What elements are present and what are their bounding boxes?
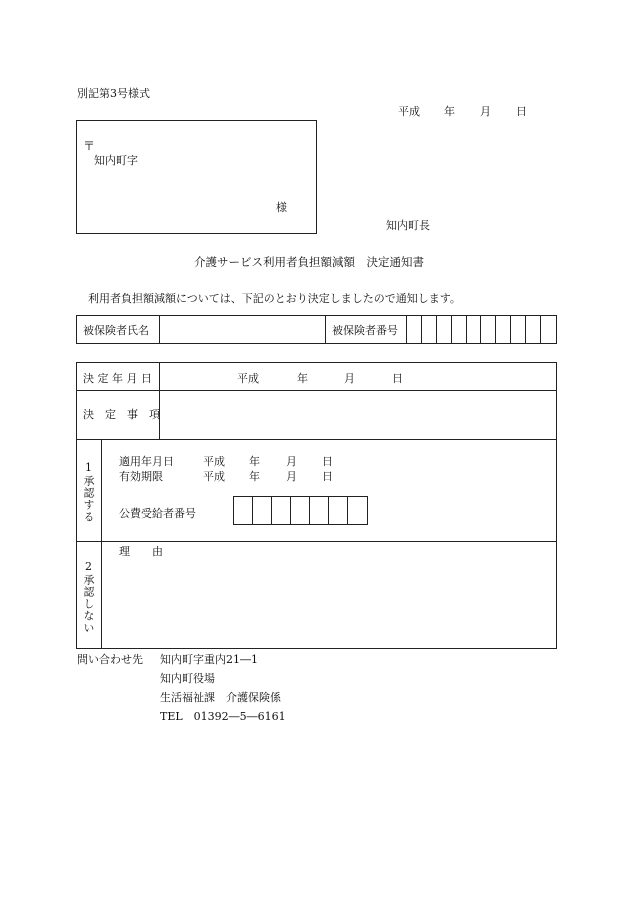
contact-tel: TEL 01392―5―6161 bbox=[160, 710, 286, 723]
decision-table bbox=[76, 362, 557, 649]
insured-number-digit-box[interactable] bbox=[467, 316, 482, 343]
insured-number-digit-box[interactable] bbox=[511, 316, 526, 343]
valid-label: 有効期限 bbox=[119, 470, 163, 483]
date-month: 月 bbox=[480, 105, 491, 118]
date-day: 日 bbox=[516, 105, 527, 118]
insured-table bbox=[76, 315, 557, 344]
insured-number-digit-box[interactable] bbox=[437, 316, 452, 343]
apply-date-label: 適用年月日 bbox=[119, 455, 174, 468]
apply-era: 平成 bbox=[203, 455, 225, 468]
insured-number-digit-box[interactable] bbox=[496, 316, 511, 343]
document-title: 介護サービス利用者負担額減額 決定通知書 bbox=[194, 255, 424, 269]
insured-number-digit-box[interactable] bbox=[541, 316, 556, 343]
form-number: 別記第3号様式 bbox=[77, 87, 150, 100]
apply-day: 日 bbox=[322, 455, 333, 468]
public-number-digit-box[interactable] bbox=[253, 497, 272, 524]
honorific: 様 bbox=[276, 201, 287, 214]
decision-matter-label: 決 定 事 項 bbox=[83, 408, 160, 421]
public-number-digit-box[interactable] bbox=[310, 497, 329, 524]
valid-era: 平成 bbox=[203, 470, 225, 483]
decision-date-era: 平成 bbox=[237, 372, 259, 385]
reason-label: 理 由 bbox=[119, 545, 163, 558]
date-year: 年 bbox=[444, 105, 455, 118]
apply-year: 年 bbox=[249, 455, 260, 468]
contact-address: 知内町字重内21―1 bbox=[160, 653, 258, 666]
valid-month: 月 bbox=[286, 470, 297, 483]
deny-label: 2承認しない bbox=[82, 560, 95, 634]
insured-number-digit-box[interactable] bbox=[452, 316, 467, 343]
apply-month: 月 bbox=[286, 455, 297, 468]
postal-mark: 〒 bbox=[83, 139, 96, 153]
address-town: 知内町字 bbox=[94, 154, 138, 167]
decision-date-month: 月 bbox=[344, 372, 355, 385]
valid-year: 年 bbox=[249, 470, 260, 483]
contact-office: 知内町役場 bbox=[160, 672, 215, 685]
issuer: 知内町長 bbox=[386, 219, 430, 232]
insured-number-boxes[interactable] bbox=[407, 316, 556, 343]
approve-label: 1承認する bbox=[82, 461, 95, 523]
insured-number-digit-box[interactable] bbox=[407, 316, 422, 343]
decision-date-year: 年 bbox=[297, 372, 308, 385]
contact-label: 問い合わせ先 bbox=[77, 653, 143, 666]
address-box bbox=[76, 120, 317, 234]
insured-name-label: 被保険者氏名 bbox=[83, 324, 149, 337]
decision-date-label: 決 定 年 月 日 bbox=[83, 372, 152, 385]
public-number-label: 公費受給者番号 bbox=[119, 507, 196, 520]
intro-text: 利用者負担額減額については、下記のとおり決定しましたので通知します。 bbox=[88, 292, 461, 305]
insured-number-digit-box[interactable] bbox=[526, 316, 541, 343]
insured-number-digit-box[interactable] bbox=[482, 316, 497, 343]
public-number-digit-box[interactable] bbox=[291, 497, 310, 524]
date-era: 平成 bbox=[398, 105, 420, 118]
public-number-digit-box[interactable] bbox=[234, 497, 253, 524]
valid-day: 日 bbox=[322, 470, 333, 483]
public-number-digit-box[interactable] bbox=[348, 497, 367, 524]
public-number-digit-box[interactable] bbox=[329, 497, 348, 524]
insured-number-label: 被保険者番号 bbox=[332, 324, 398, 337]
decision-date-day: 日 bbox=[392, 372, 403, 385]
public-number-digit-box[interactable] bbox=[272, 497, 291, 524]
public-number-boxes[interactable] bbox=[233, 496, 368, 525]
insured-number-digit-box[interactable] bbox=[422, 316, 437, 343]
contact-dept: 生活福祉課 介護保険係 bbox=[160, 691, 281, 704]
